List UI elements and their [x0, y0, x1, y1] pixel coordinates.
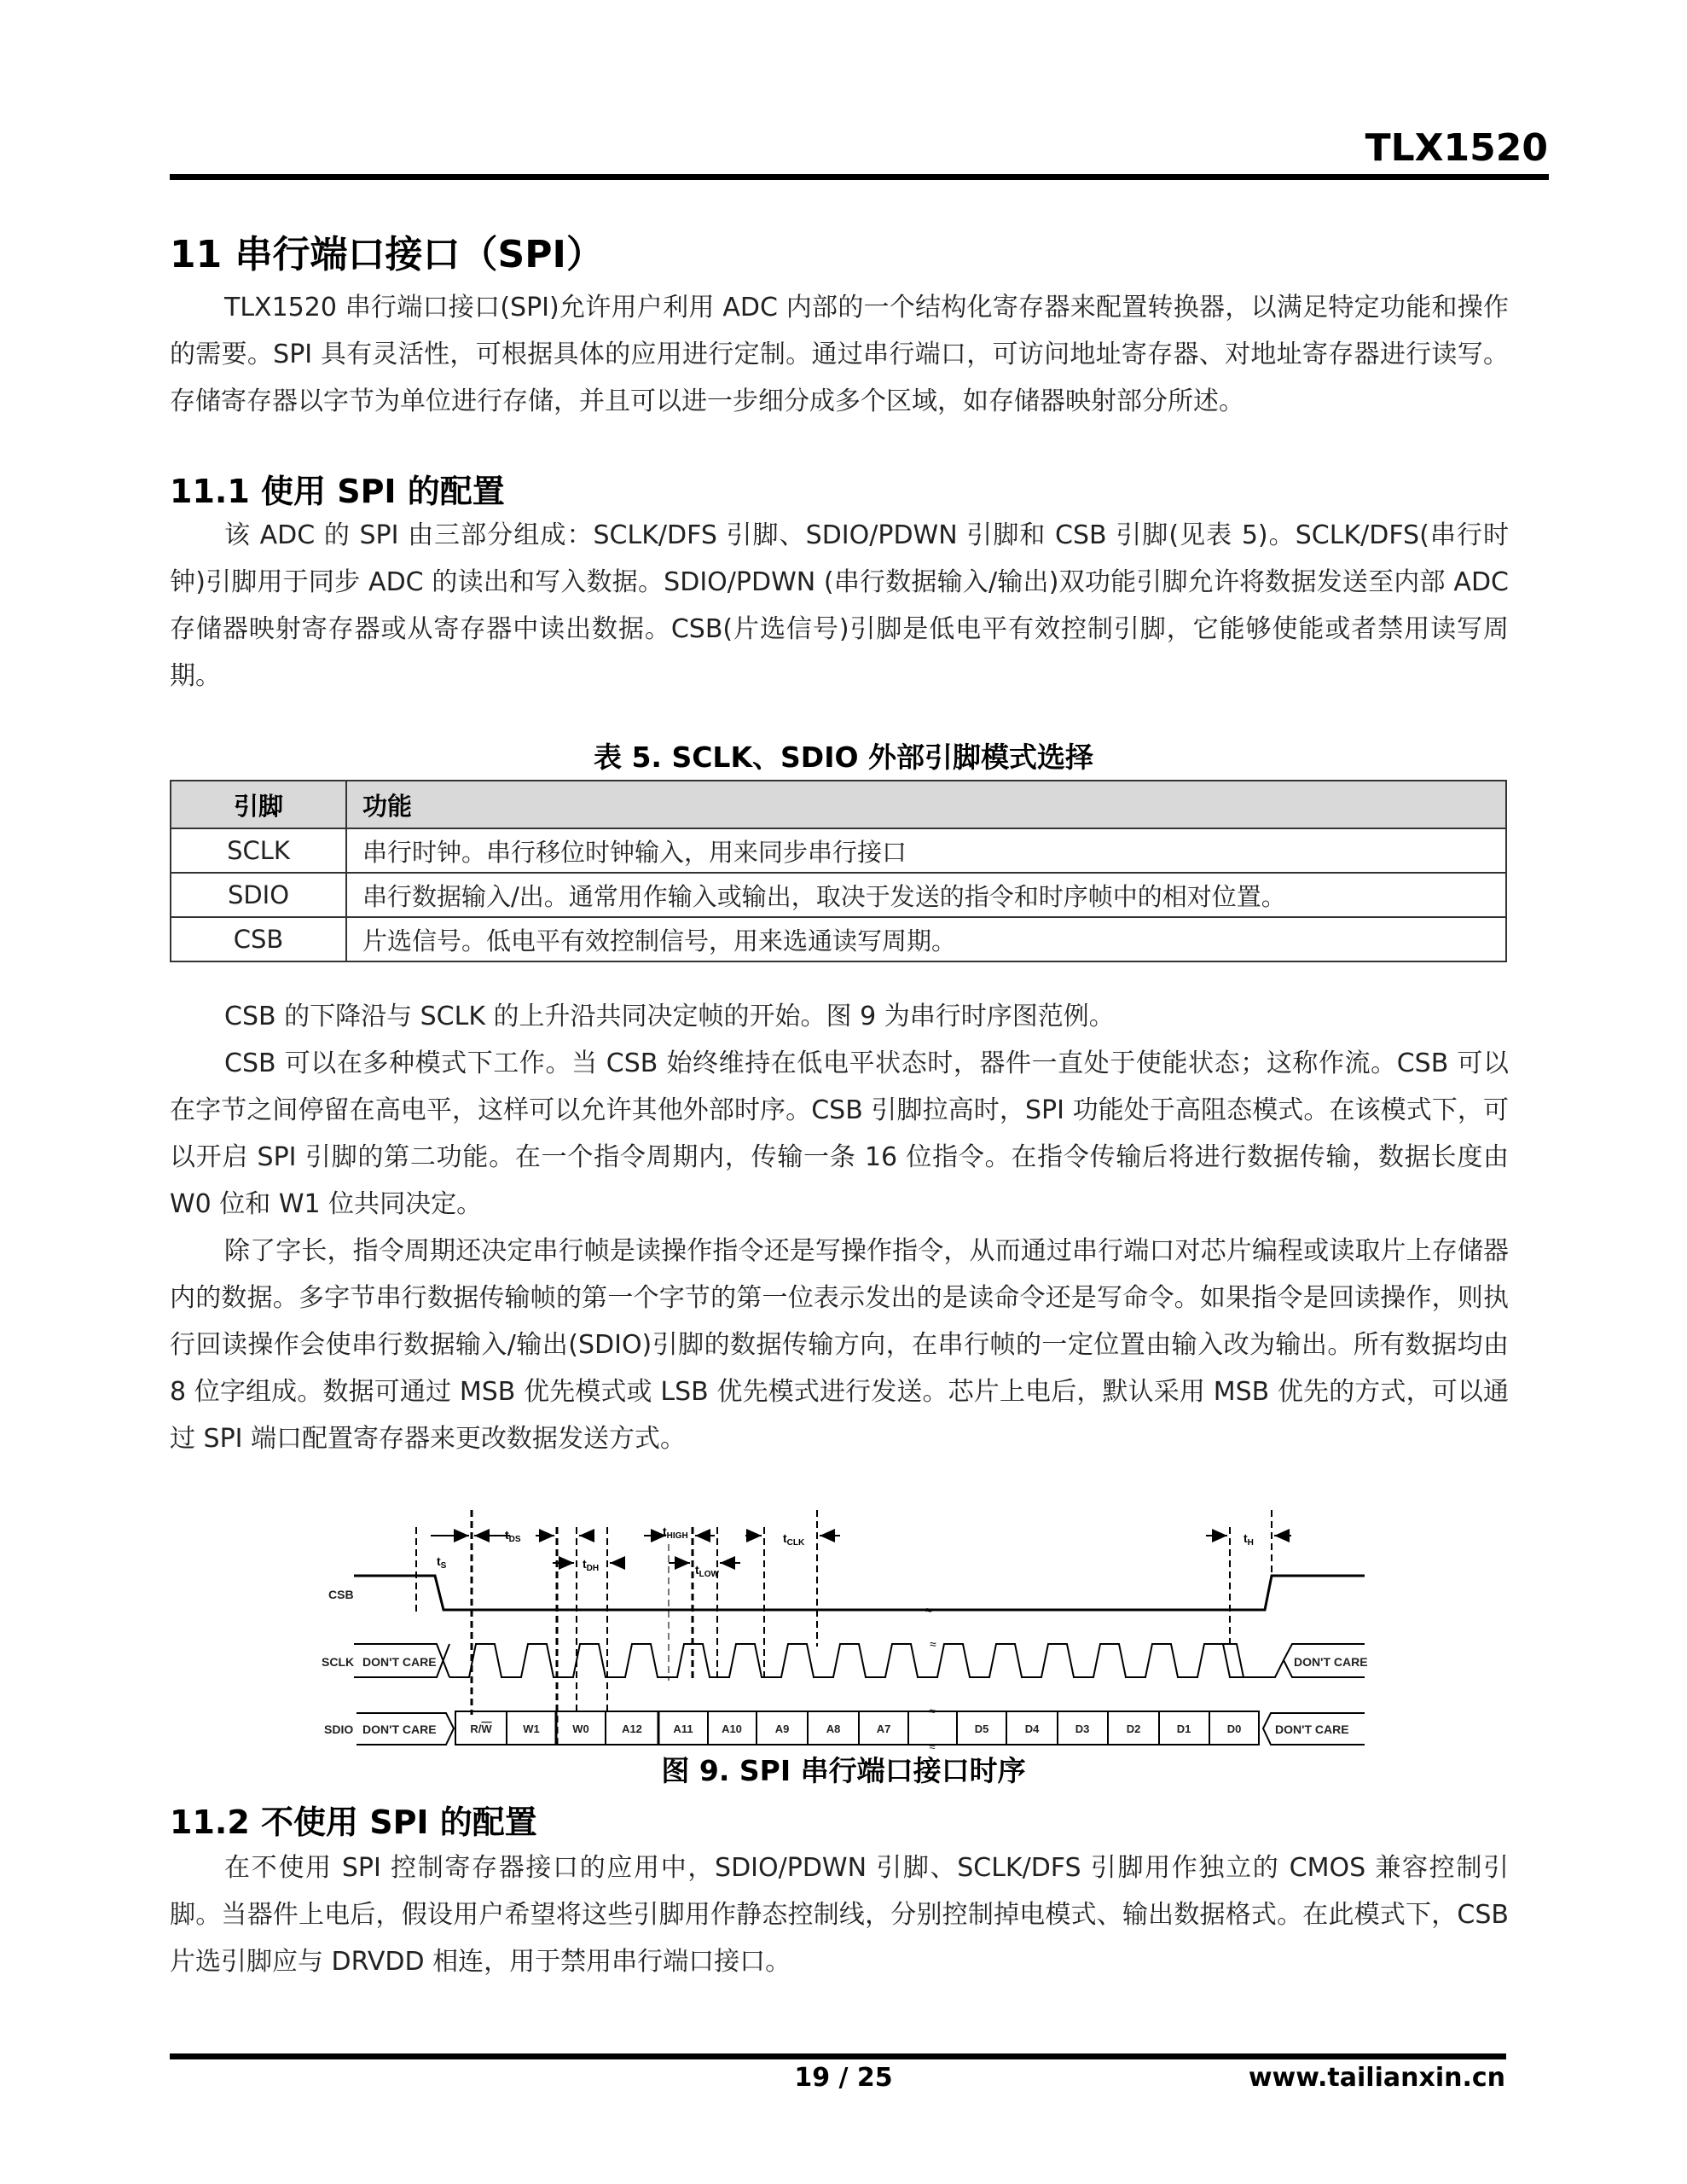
svg-text:≈: ≈ [925, 1603, 932, 1617]
pin-mode-table [170, 780, 1507, 962]
paragraph-instruction-cycle: 除了字长，指令周期还决定串行帧是读操作指令还是写操作指令，从而通过串行端口对芯片编程或读取片上存储器内的数据。多字节串行数据传输帧的第一个字节的第一位表示发出的是读命令还是写命令。如果指令是回读操作，则执行回读操作会使串行数据输入/输出(SDIO)引脚的数据传输方向，在串行帧的一定位置由输入改为输出。所有数据均由 8 位字组成。数据可通过 MSB 优先模式或 LSB 优先模式进行发送。芯片上电后，默认采用 MSB 优先的方式，可以通过 SPI 端口配置寄存器来更改数据发送方式。 [170, 1236, 1509, 1454]
csb-label: CSB [328, 1588, 354, 1601]
pin-function: 串行数据输入/出。通常用作输入或输出，取决于发送的指令和时序帧中的相对位置。 [346, 873, 1506, 917]
svg-text:W0: W0 [572, 1722, 589, 1735]
timing-guide-lines [416, 1510, 1272, 1745]
sdio-dont-care-left: DON'T CARE [362, 1722, 437, 1736]
svg-text:D1: D1 [1176, 1722, 1191, 1735]
svg-text:A11: A11 [673, 1722, 693, 1735]
svg-text:A8: A8 [826, 1722, 841, 1735]
svg-text:A9: A9 [774, 1722, 790, 1735]
pin-function: 片选信号。低电平有效控制信号，用来选通读写周期。 [346, 917, 1506, 961]
svg-text:tH: $t_H$ [1244, 1531, 1254, 1548]
pin-function: 串行时钟。串行移位时钟输入，用来同步串行接口 [346, 828, 1506, 873]
svg-text:≈: ≈ [929, 1705, 936, 1717]
sdio-cell-dividers [507, 1711, 1209, 1745]
svg-text:≈: ≈ [930, 1637, 936, 1651]
header-rule [170, 174, 1549, 180]
svg-text:R/W: R/W [470, 1722, 492, 1735]
paragraph-frame-start: CSB 的下降沿与 SCLK 的上升沿共同决定帧的开始。图 9 为串行时序图范例。 [224, 1002, 1115, 1031]
sclk-waveform [449, 1644, 1249, 1677]
sclk-label: SCLK [322, 1655, 355, 1669]
svg-text:A12: A12 [622, 1722, 642, 1735]
spi-timing-diagram [0, 1484, 1687, 1757]
svg-text:D2: D2 [1126, 1722, 1141, 1735]
figure-caption: 图 9. SPI 串行端口接口时序 [661, 1754, 1026, 1787]
column-header-pin: 引脚 [171, 781, 346, 828]
sclk-dont-care-left: DON'T CARE [362, 1655, 437, 1669]
svg-text:≈: ≈ [929, 1740, 936, 1753]
svg-text:tLOW: $t_{LOW}$ [695, 1563, 719, 1579]
svg-text:A10: A10 [722, 1722, 742, 1735]
sclk-dont-care-right: DON'T CARE [1294, 1655, 1368, 1669]
svg-text:tHIGH: $t_{HIGH}$ [663, 1525, 688, 1541]
table-row [171, 828, 1506, 873]
column-header-function: 功能 [346, 781, 1506, 828]
svg-text:tCLK: $t_{CLK}$ [783, 1531, 805, 1548]
sdio-label: SDIO [324, 1722, 354, 1736]
svg-text:D0: D0 [1226, 1722, 1242, 1735]
document-code: TLX1520 [1365, 126, 1548, 170]
paragraph-csb-modes: CSB 可以在多种模式下工作。当 CSB 始终维持在低电平状态时，器件一直处于使能状态；这称作流。CSB 可以在字节之间停留在高电平，这样可以允许其他外部时序。CSB 引脚拉高时，SPI 功能处于高阻态模式。在该模式下，可以开启 SPI 引脚的第二功能。在一个指令周期内，传输一条 16 位指令。在指令传输后将进行数据传输，数据长度由 W0 位和 W1 位共同决定。 [170, 1048, 1509, 1219]
timing-labels [437, 1525, 1254, 1579]
pin-name: CSB [171, 917, 346, 961]
pin-name: SCLK [171, 828, 346, 873]
sdio-dont-care-right: DON'T CARE [1275, 1722, 1349, 1736]
subsection-title-11-1: 11.1 使用 SPI 的配置 [170, 473, 505, 510]
subsection-title-11-2: 11.2 不使用 SPI 的配置 [170, 1804, 537, 1841]
svg-text:A7: A7 [876, 1722, 891, 1735]
csb-waveform [354, 1576, 1365, 1610]
timing-arrows [431, 1536, 1291, 1563]
section-intro: TLX1520 串行端口接口(SPI)允许用户利用 ADC 内部的一个结构化寄存器来配置转换器，以满足特定功能和操作的需要。SPI 具有灵活性，可根据具体的应用进行定制。通过串行端口，可访问地址寄存器、对地址寄存器进行读写。存储寄存器以字节为单位进行存储，并且可以进一步细分成多个区域，如存储器映射部分所述。 [170, 293, 1509, 416]
paragraph-spi-pins: 该 ADC 的 SPI 由三部分组成：SCLK/DFS 引脚、SDIO/PDWN 引脚和 CSB 引脚(见表 5)。SCLK/DFS(串行时钟)引脚用于同步 ADC 的读出和写入数据。SDIO/PDWN (串行数据输入/输出)双功能引脚允许将数据发送至内部 ADC 存储器映射寄存器或从寄存器中读出数据。CSB(片选信号)引脚是低电平有效控制引脚，它能够使能或者禁用读写周期。 [170, 520, 1509, 691]
table-row [171, 873, 1506, 917]
footer-rule [170, 2053, 1506, 2059]
page-number: 19 / 25 [794, 2063, 893, 2093]
table-row [171, 917, 1506, 961]
svg-text:tS: $t_S$ [437, 1554, 447, 1571]
svg-text:tDH: $t_{DH}$ [583, 1557, 600, 1573]
section-title: 11 串行端口接口（SPI） [170, 233, 604, 276]
paragraph-no-spi: 在不使用 SPI 控制寄存器接口的应用中，SDIO/PDWN 引脚、SCLK/DFS 引脚用作独立的 CMOS 兼容控制引脚。当器件上电后，假设用户希望将这些引脚用作静态控制线，分别控制掉电模式、输出数据格式。在此模式下，CSB 片选引脚应与 DRVDD 相连，用于禁用串行端口接口。 [170, 1853, 1509, 1977]
svg-text:D3: D3 [1075, 1722, 1090, 1735]
website-link[interactable]: www.tailianxin.cn [1248, 2063, 1505, 2093]
pin-name: SDIO [171, 873, 346, 917]
svg-text:D5: D5 [974, 1722, 989, 1735]
table-header-row [171, 781, 1506, 828]
svg-text:tDS: $t_{DS}$ [505, 1528, 521, 1544]
svg-text:W1: W1 [523, 1722, 540, 1735]
table-caption: 表 5. SCLK、SDIO 外部引脚模式选择 [593, 741, 1094, 774]
svg-text:D4: D4 [1024, 1722, 1040, 1735]
